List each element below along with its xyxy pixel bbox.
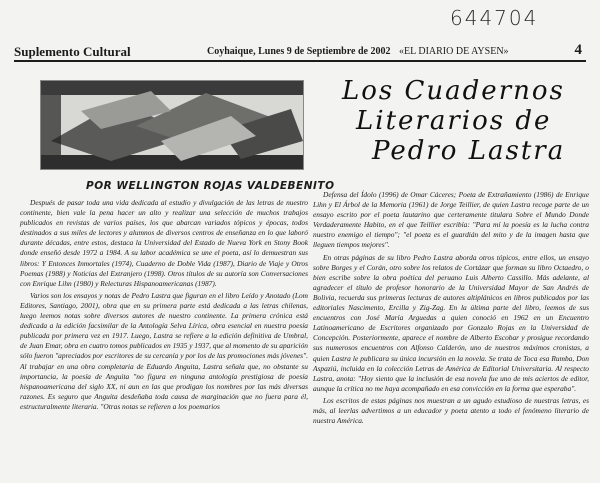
handwritten-annotation: 644704 xyxy=(450,6,539,30)
paragraph: Varios son los ensayos y notas de Pedro Lastra que figuran en el libro Leído y Anotado (Lom Editores, Santiago, 2001), obra que en su primera parte está dedicada a las letras chilenas, luego leemos notas sobre diversos autores de nuestro continente. La primera crónica está dedicada a la edición facsimilar de la Antología Selva Lírica, obra esencial en nuestra poesía publicada por primera vez en 1917. Luego, Lastra se refiere a la edición definitiva de Umbral, de Juan Emar, obra en cuatro tomos publicados en 1935 y 1937, que al momento de su aparición sólo fueron "apreciados por escritores de su cercanía y por los de las promociones más jóvenes". Al trabajar en una obra completaria de Eduardo Anguita, Lastra señala que, no obstante su importancia, la poesía de Anguita "no figura en ninguna antología prestigiosa de poesía hispanoamericana del siglo XX, ni aun en las que prodigan los nombres por las más diversas razones. Es seguro que Anguita desdeñaba toda causa de marginación que no fuera para él, estructuralmente literaria. "Otras notas se refieren a los poemarios xyxy=(20,290,308,411)
photo-image xyxy=(41,81,303,169)
issue-date: Coyhaique, Lunes 9 de Septiembre de 2002 xyxy=(207,46,391,57)
masthead xyxy=(14,42,586,62)
title-line: Los Cuadernos xyxy=(342,76,565,106)
paragraph: Defensa del Ídolo (1996) de Omar Cáceres; Poeta de Extrañamiento (1986) de Enrique Lihn y El Árbol de la Memoria (1961) de Jorge Teillier, de quien Lastra recoge parte de un ensayo escrito por el poeta lautarino que certeramente titulara Sobre el Mundo Donde Verdaderamente Habito, en el que Teillier escribía: "Para mí la poesía es la lucha contra nuestro enemigo el tiempo"; "el poeta es el guardián del mito y de la imagen hasta que lleguen tiempos mejores". xyxy=(313,190,589,250)
title-line: Literarios de xyxy=(356,106,552,136)
paragraph: Después de pasar toda una vida dedicada al estudio y divulgación de las letras de nuestro continente, bien vale la pena hacer un alto y realizar una selección de muchos trabajos publicados en revistas de varios países, los que abarcan variados tópicos y épocas, todos destinados a sus miles de lectores y alumnos de diversos centros de enseñanza en lo que laboró durante décadas, entre estos, destaca la Universidad del Estado de Nueva York en Stony Book donde enseñó desde 1972 a 1984. A su labor académica se une el poeta, así lo demuestran sus libros: Y Entonces Inmortales (1974), Cuaderno de Doble Vida (1987), Diario de Viaje y Otros Poemas (1988) y Noticias del Extranjero (1998). Otros títulos de su autoría son Conversaciones con Enrique Lihn (1980) y Relecturas Hispanoamericanas (1987). xyxy=(20,198,308,288)
newspaper-name: «EL DIARIO DE AYSEN» xyxy=(399,46,509,57)
byline: POR WELLINGTON ROJAS VALDEBENITO xyxy=(86,180,335,192)
article-photo xyxy=(40,80,304,170)
article-title xyxy=(326,76,588,166)
paragraph: Los escritos de estas páginas nos muestran a un agudo estudioso de nuestras letras, es más, al leerlas advertimos a un educador y poeta atento a todo el fenómeno literario de nuestra América. xyxy=(313,395,589,426)
page-number: 4 xyxy=(574,42,582,58)
left-column xyxy=(20,198,308,414)
title-line: Pedro Lastra xyxy=(372,136,566,166)
right-column xyxy=(313,190,589,428)
paragraph: En otras páginas de su libro Pedro Lastra aborda otros tópicos, entre ellos, un ensayo sobre Borges y el Corán, otro sobre los relatos de Cortázar que forman su libro Octaedro, o bien escribe sobre la obra poética del peruano Luis Alberto Cassillo. Más adelante, al agradecer el título de profesor honorario de la Universidad Mayor de San Andrés de Bolivia, recuerda sus primeras lecturas de autores altiplánicos en libros publicados por las editoriales Nascimento, Ercilla y Zig-Zag. En la última parte del libro, leemos de sus encuentros con José María Arguedas a quien conoció en 1962 en un Encuentro Latinoamericano de Escritores organizado por Gonzalo Rojas en la Universidad de Concepción. Posteriormente, aparece el nombre de Alberto Escobar y prosigue recordando sus numerosos encuentros con Alfonso Calderón, uno de nuestros máximos cronistas, a quien Lastra le publicara su única incursión en la novela. Se trata de Toca esa Rumba, Don Aspaziú, incluida en la colección Letras de América de Editorial Universitaria. Al respecto Lastra, anota: "Hoy siento que la inclusión de esa novela fue uno de mis aciertos de editor, aunque la crítica no me haya acompañado en esa convicción en la forma que esperaba". xyxy=(313,252,589,393)
section-title: Suplemento Cultural xyxy=(14,44,131,59)
